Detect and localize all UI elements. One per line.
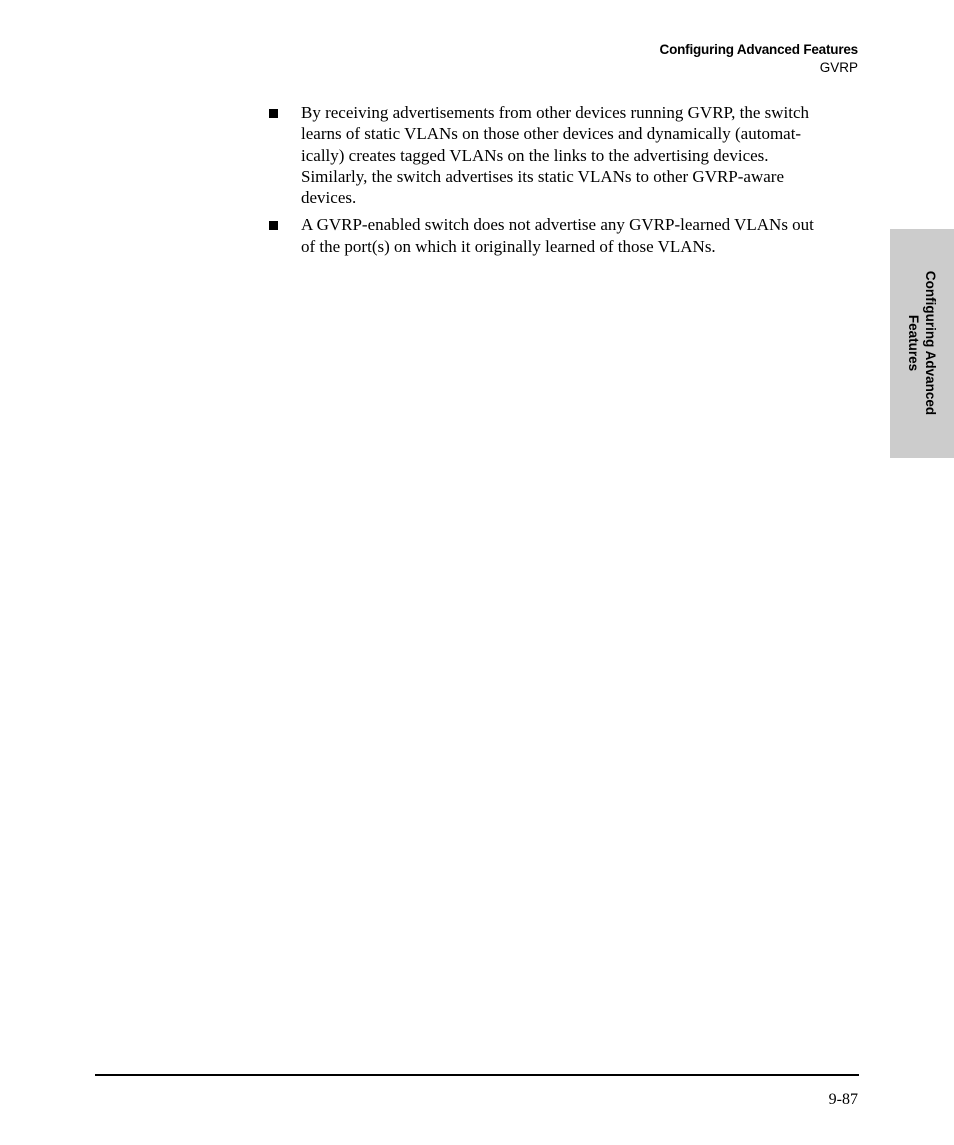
footer-rule [95,1074,859,1076]
page-number: 9-87 [828,1091,858,1108]
bullet-line: devices. [301,188,357,208]
bullet-line: learns of static VLANs on those other devices and dynamically (automat- [301,124,802,144]
square-bullet-icon [269,109,278,118]
bullet-item [266,214,860,257]
bullet-list [266,102,860,263]
side-tab-label [905,263,939,423]
square-bullet-icon [269,221,278,230]
running-head-section: GVRP [819,60,858,75]
bullet-item [266,102,860,208]
bullet-line: A GVRP-enabled switch does not advertise any GVRP-learned VLANs out [301,215,814,235]
bullet-line: By receiving advertisements from other devices running GVRP, the switch [301,103,809,122]
bullet-line: Similarly, the switch advertises its static VLANs to other GVRP-aware [301,166,784,186]
side-tab-line: Configuring Advanced [923,270,938,416]
bullet-line: ically) creates tagged VLANs on the links to the advertising devices. [301,145,769,165]
running-head [660,41,858,77]
side-tab-line: Features [906,314,921,372]
chapter-side-tab [890,229,954,458]
running-head-chapter: Configuring Advanced Features [659,42,858,57]
bullet-line: of the port(s) on which it originally learned of those VLANs. [301,236,716,256]
